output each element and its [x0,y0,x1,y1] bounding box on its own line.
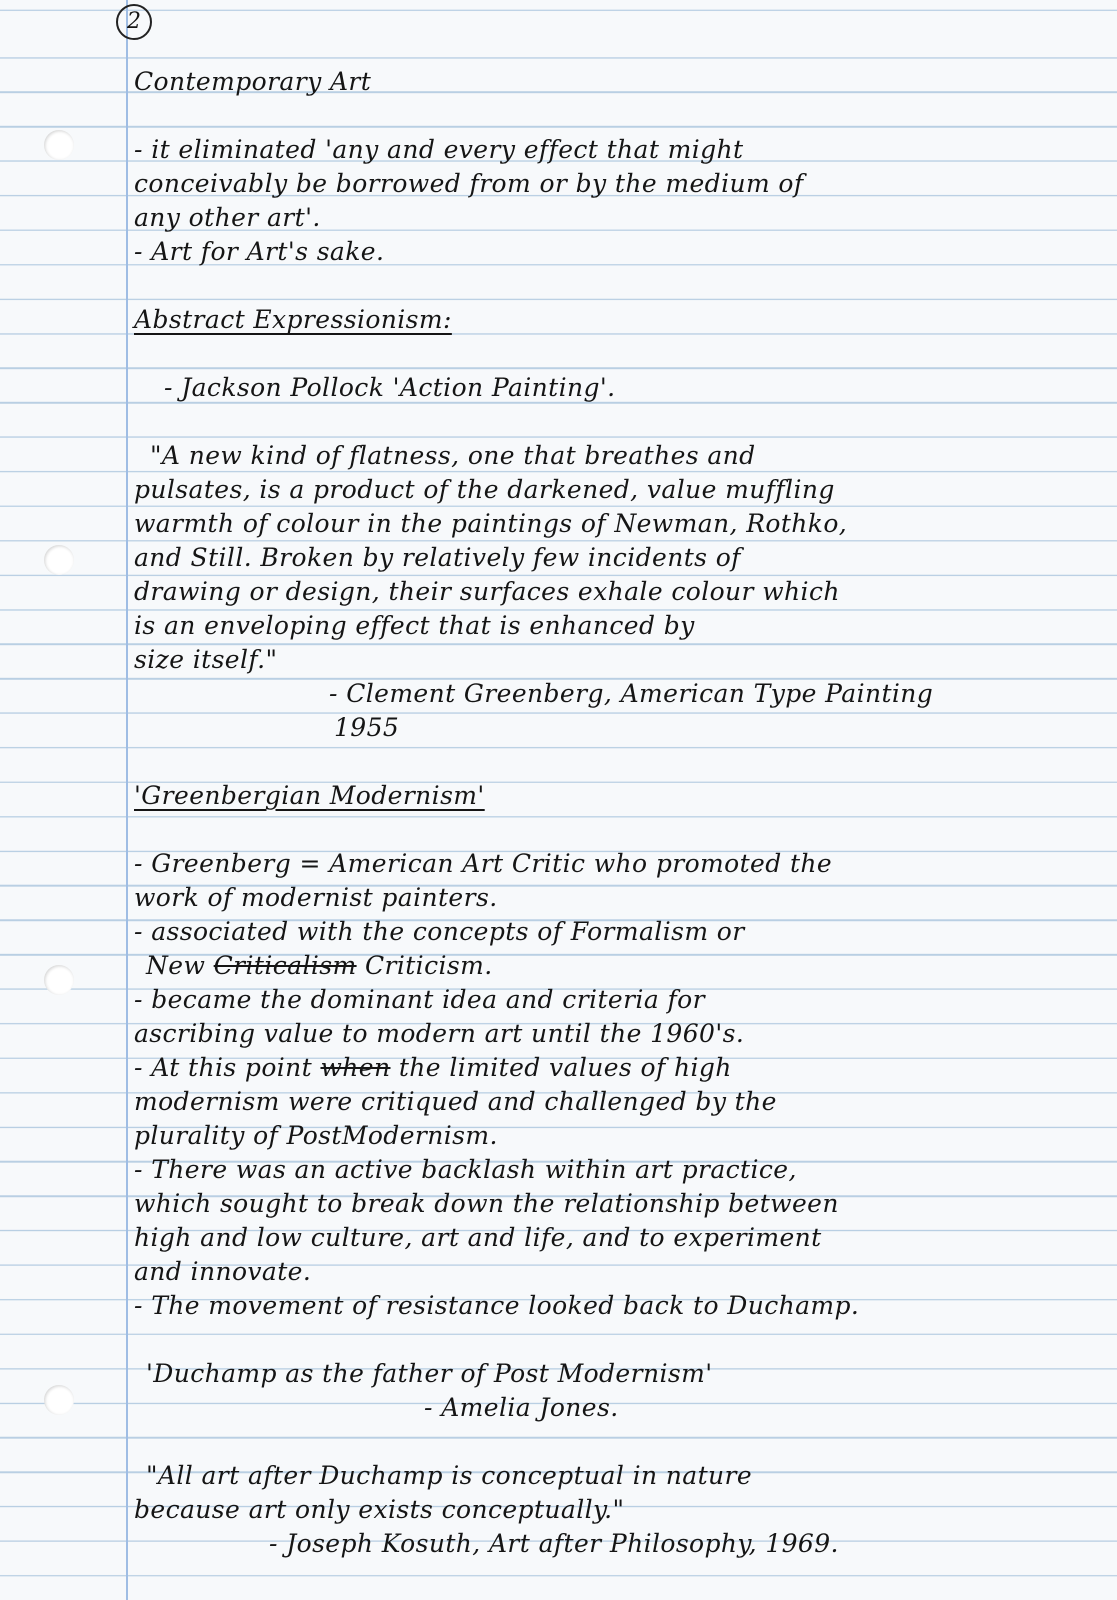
note-line: which sought to break down the relationship between [134,1189,839,1218]
punch-hole [44,965,74,995]
quote-line: "A new kind of flatness, one that breathes and [150,441,756,470]
note-line: high and low culture, art and life, and to experiment [134,1223,822,1252]
note-line: - became the dominant idea and criteria for [134,985,705,1014]
punch-hole [44,130,74,160]
note-line: modernism were critiqued and challenged by the [134,1087,777,1116]
notes-content [134,65,1054,1561]
note-line: plurality of PostModernism. [134,1121,498,1150]
note-line: work of modernist painters. [134,883,498,912]
note-line: and innovate. [134,1257,312,1286]
note-line: - Art for Art's sake. [134,237,385,266]
quote-line: warmth of colour in the paintings of Newman, Rothko, [134,509,848,538]
quote-line: and Still. Broken by relatively few incidents of [134,543,741,572]
quote-attribution: - Joseph Kosuth, Art after Philosophy, 1969. [269,1529,839,1558]
crossed-out-word: when [320,1053,391,1082]
note-line: - associated with the concepts of Formalism or [134,917,745,946]
note-line: - The movement of resistance looked back to Duchamp. [134,1291,860,1320]
quote-line: size itself." [134,645,278,674]
quote-line: pulsates, is a product of the darkened, value muffling [134,475,835,504]
note-line: conceivably be borrowed from or by the medium of [134,169,804,198]
quote-attribution: - Amelia Jones. [424,1393,619,1422]
note-line [134,1051,1054,1085]
crossed-out-word: Criticalism [213,951,357,980]
quote-line: "All art after Duchamp is conceptual in nature [146,1461,753,1490]
punch-hole [44,545,74,575]
quote-line: 'Duchamp as the father of Post Modernism' [146,1359,713,1388]
quote-line: is an enveloping effect that is enhanced by [134,611,695,640]
note-line: - Greenberg = American Art Critic who promoted the [134,849,833,878]
quote-year: 1955 [334,713,400,742]
note-line: ascribing value to modern art until the 1960's. [134,1019,745,1048]
margin-line [126,0,128,1600]
note-line: - Jackson Pollock 'Action Painting'. [164,373,616,402]
note-line: - it eliminated 'any and every effect that might [134,135,744,164]
quote-line: drawing or design, their surfaces exhale colour which [134,577,840,606]
punch-hole [44,1385,74,1415]
note-line: any other art'. [134,203,321,232]
note-line: - There was an active backlash within art practice, [134,1155,797,1184]
note-word: New [146,951,206,980]
note-word: Criticism. [364,951,493,980]
section-heading: 'Greenbergian Modernism' [134,781,485,810]
section-heading: Abstract Expressionism: [134,305,452,334]
note-word: - At this point [134,1053,313,1082]
note-line [134,949,1054,983]
note-word: the limited values of high [398,1053,732,1082]
quote-attribution: - Clement Greenberg, American Type Painting [329,679,934,708]
page-number: 2 [116,4,152,40]
quote-line: because art only exists conceptually." [134,1495,625,1524]
section-title: Contemporary Art [134,67,372,96]
